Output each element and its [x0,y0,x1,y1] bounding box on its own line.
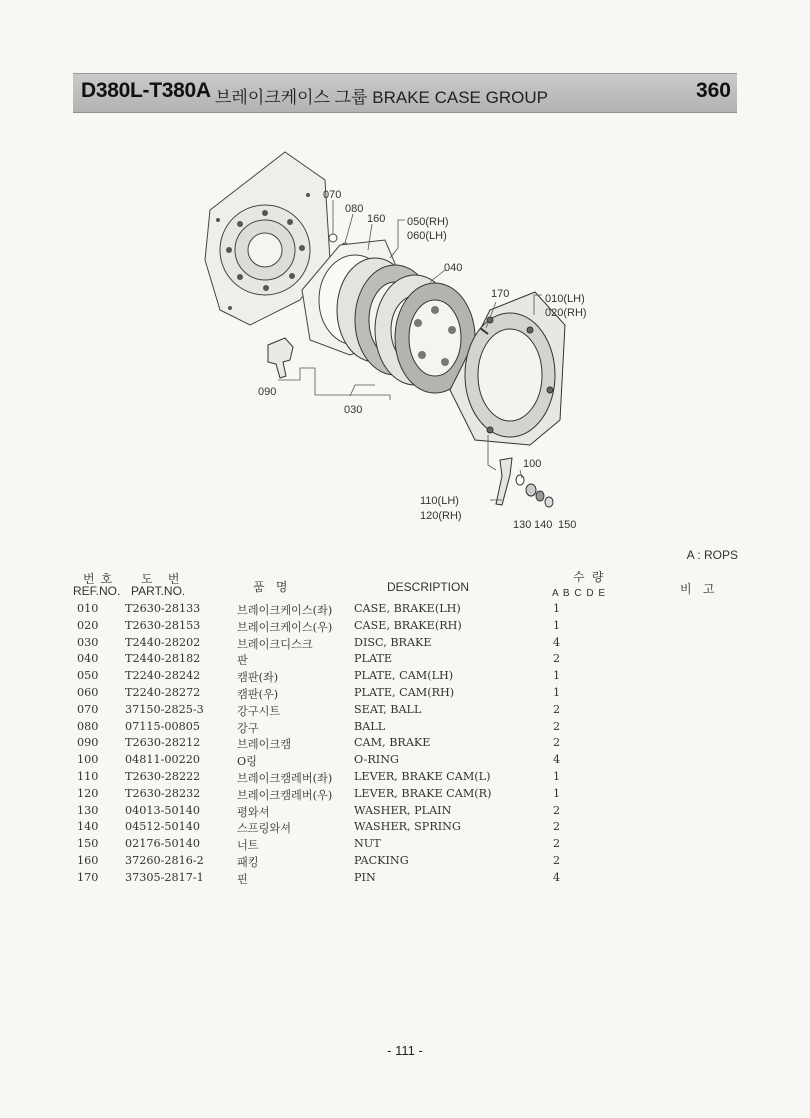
table-row [73,786,737,803]
description: PACKING [354,853,409,867]
description: PLATE, CAM(RH) [354,685,455,699]
callout-100: 100 [523,458,542,470]
part-number: T2440-28202 [125,635,201,649]
description: O-RING [354,753,399,767]
korean-name: 캠판(좌) [237,671,279,685]
callout-010: 010(LH) [545,293,585,305]
description: LEVER, BRAKE CAM(R) [354,786,492,800]
part-number: T2240-28242 [125,669,201,683]
rops-note: A : ROPS [686,548,738,562]
name-header-ko: 품 명 [253,580,292,594]
ref-header-en: REF.NO. [73,584,121,598]
table-header [73,568,737,600]
quantity-a: 2 [553,736,561,750]
qty-columns-header: A B C D E [552,588,607,599]
description: DISC, BRAKE [354,635,432,649]
part-number: T2630-28153 [125,618,201,632]
remark-header-ko: 비 고 [680,582,719,596]
description: PIN [354,870,376,884]
qty-header-ko: 수 량 [573,570,606,584]
callout-110: 110(LH) [420,495,459,507]
callout-070: 070 [323,189,342,201]
description: CAM, BRAKE [354,736,431,750]
callout-030: 030 [344,404,363,416]
exploded-parts-diagram [190,140,590,535]
callout-160: 160 [367,213,386,225]
group-title: 브레이크케이스 그룹 BRAKE CASE GROUP [215,88,548,107]
part-number: 04811-00220 [125,753,200,767]
part-header-ko: 도 번 [141,572,186,586]
quantity-a: 2 [553,853,561,867]
korean-name: 브레이크캠레버(우) [237,788,333,802]
table-row [73,853,737,870]
ref-number: 150 [77,837,99,851]
ref-number: 050 [77,669,99,683]
quantity-a: 1 [553,602,561,615]
korean-name: 강구시트 [237,704,281,718]
description-header: DESCRIPTION [387,580,470,594]
quantity-a: 2 [553,652,561,666]
part-number: T2630-28212 [125,736,201,750]
table-row [73,719,737,736]
quantity-a: 4 [553,870,561,884]
brake-disc-stack-drawing [337,258,475,393]
ref-number: 020 [77,618,99,632]
description: WASHER, SPRING [354,820,461,834]
part-number: 04013-50140 [125,803,200,817]
ref-number: 130 [77,803,99,817]
table-row [73,819,737,836]
page-number: - 111 - [387,1043,423,1058]
description: CASE, BRAKE(RH) [354,618,462,632]
ref-header-ko: 번호 [83,572,119,586]
part-number: 37305-2817-1 [125,870,204,884]
table-row [73,635,737,652]
model-code: D380L-T380A [81,79,211,102]
part-number: T2240-28272 [125,685,201,699]
part-number: 04512-50140 [125,820,200,834]
callout-150: 150 [558,519,577,531]
description: BALL [354,719,386,733]
quantity-a: 2 [553,719,561,733]
ref-number: 040 [77,652,99,666]
callout-170: 170 [491,288,510,300]
table-row [73,803,737,820]
group-number: 360 [695,79,731,102]
quantity-a: 1 [553,769,561,783]
korean-name: 브레이크케이스(우) [237,620,333,634]
part-number: 02176-50140 [125,837,200,851]
ref-number: 060 [77,685,99,699]
table-row [73,836,737,853]
part-number: 37260-2816-2 [125,853,204,867]
ref-number: 010 [77,602,99,615]
part-number: T2630-28232 [125,786,201,800]
table-row [73,668,737,685]
korean-name: O링 [237,755,257,769]
description: SEAT, BALL [354,702,422,716]
korean-name: 캠판(우) [237,687,279,701]
korean-name: 패킹 [237,855,259,869]
ref-number: 160 [77,853,99,867]
description: WASHER, PLAIN [354,803,452,817]
ref-number: 080 [77,719,99,733]
part-number: T2630-28222 [125,769,201,783]
table-row [73,618,737,635]
callout-060: 060(LH) [407,230,447,242]
callout-090: 090 [258,386,277,398]
table-row [73,601,737,618]
ref-number: 100 [77,753,99,767]
korean-name: 브레이크케이스(좌) [237,604,333,617]
korean-name: 브레이크디스크 [237,637,313,651]
quantity-a: 4 [553,635,561,649]
description: NUT [354,837,381,851]
korean-name: 너트 [237,839,259,853]
table-row [73,870,737,887]
table-row [73,735,737,752]
part-number: T2630-28133 [125,602,201,615]
quantity-a: 2 [553,820,561,834]
table-row [73,651,737,668]
ref-number: 110 [77,769,99,783]
table-row [73,752,737,769]
part-number: 37150-2825-3 [125,702,204,716]
korean-name: 핀 [237,872,248,886]
callout-020: 020(RH) [545,307,587,319]
korean-name: 브레이크캠 [237,738,292,752]
ref-number: 070 [77,702,99,716]
part-number: T2440-28182 [125,652,201,666]
quantity-a: 2 [553,803,561,817]
ref-number: 090 [77,736,99,750]
quantity-a: 1 [553,669,561,683]
korean-name: 평와셔 [237,805,270,819]
table-row [73,702,737,719]
korean-name: 스프링와셔 [237,822,292,836]
table-row [73,685,737,702]
ref-number: 120 [77,786,99,800]
korean-name: 판 [237,654,248,668]
quantity-a: 1 [553,685,561,699]
quantity-a: 4 [553,753,561,767]
table-row [73,769,737,786]
callout-140: 140 [534,519,553,531]
description: CASE, BRAKE(LH) [354,602,461,615]
page-header [73,73,737,113]
brake-cam-drawing [268,338,293,378]
description: LEVER, BRAKE CAM(L) [354,769,491,783]
korean-name: 브레이크캠레버(좌) [237,771,333,785]
quantity-a: 1 [553,618,561,632]
parts-table [73,601,737,887]
callout-040: 040 [444,262,463,274]
ref-number: 140 [77,820,99,834]
description: PLATE, CAM(LH) [354,669,454,683]
part-number: 07115-00805 [125,719,200,733]
ref-number: 170 [77,870,99,884]
callout-050: 050(RH) [407,216,449,228]
korean-name: 강구 [237,721,259,735]
callout-130: 130 [513,519,532,531]
description: PLATE [354,652,393,666]
quantity-a: 1 [553,786,561,800]
quantity-a: 2 [553,837,561,851]
ref-number: 030 [77,635,99,649]
callout-120: 120(RH) [420,510,462,522]
quantity-a: 2 [553,702,561,716]
callout-080: 080 [345,203,364,215]
part-header-en: PART.NO. [131,584,186,598]
